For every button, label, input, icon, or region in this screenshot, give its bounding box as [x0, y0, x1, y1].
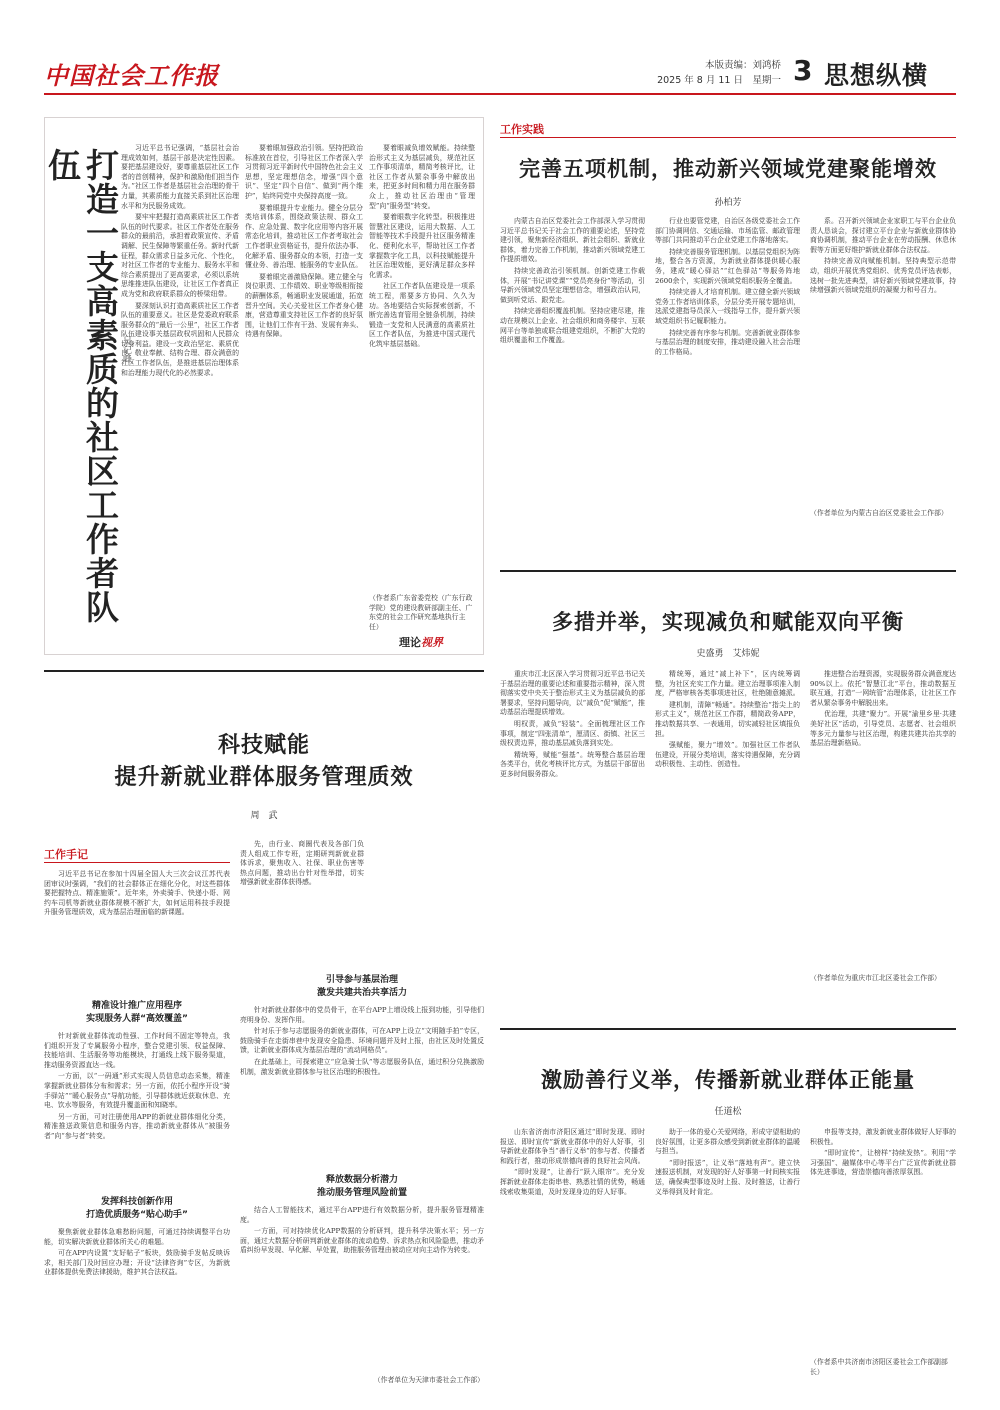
- article2-kicker-rule: [44, 862, 230, 863]
- paragraph: 持续完善双向赋能机制。坚持典型示范带动，组织开展优秀党组织、优秀党员评选表彰，选树一批先进典型，讲好新兴领域党建故事，持续增强新兴领域党组织的凝聚力和号召力。: [810, 257, 956, 295]
- paragraph: 推进整合治理资源，实现服务群众满意度达90%以上。依托“智慧江北”平台，推动数据互联互通，打造“一网统管”治理体系，让社区工作者从繁杂事务中解脱出来。: [810, 670, 956, 707]
- article4-column-1: [500, 670, 645, 1000]
- article5-column-3: [810, 1128, 956, 1354]
- article-tech-empowerment: [44, 670, 484, 1390]
- article3-kicker: 工作实践: [500, 123, 544, 136]
- article1-column-1: [121, 144, 239, 644]
- article3-column-1: [500, 217, 645, 547]
- article4-title: 多措并举，实现减负和赋能双向平衡: [552, 610, 904, 634]
- paragraph: 先，由行业、商圈代表及各部门负责人组成工作专班，定期研判新就业群体诉求，聚焦收入、社保、职业伤害等热点问题，推动出台针对性举措，切实增强新就业群体获得感。: [240, 840, 364, 887]
- paragraph: “即时发现”，让善行“跃入眼帘”。充分发挥新就业群体走街串巷、熟悉社情的优势，畅通线索收集渠道，及时发现身边的好人好事。: [500, 1168, 645, 1196]
- paragraph: 结合人工智能技术，通过平台APP进行有效数据分析，提升服务管理精准度。: [240, 1206, 484, 1224]
- article4-top-rule: [500, 570, 956, 572]
- paragraph: 内蒙古自治区党委社会工作部深入学习贯彻习近平总书记关于社会工作的重要论述，坚持党建引领，聚焦新经济组织、新社会组织、新就业群体，着力完善工作机制，推动新兴领域党建工作提质增效。: [500, 217, 645, 264]
- masthead-rule: [44, 93, 956, 95]
- article4-author: 史盛勇 艾炜妮: [696, 649, 760, 659]
- column-tag: [399, 634, 443, 650]
- article3-title: 完善五项机制，推动新兴领域党建聚能增效: [519, 157, 937, 181]
- paragraph: 一方面，可对持续优化APP数据的分析研判，提升科学决策水平；另一方面，通过大数据分析研判新就业群体的流动趋势、诉求热点和风险隐患，推动矛盾纠纷早发现、早化解、早处置，助推服务管理由被动应对向主动作为转变。: [240, 1227, 484, 1255]
- issue-date: 2025 年 8 月 11 日 星期一: [657, 75, 781, 86]
- paragraph: 山东省济南市济阳区通过“即时发现、即时报送、即时宣传”新就业群体中的好人好事，引导新就业群体争当“善行义举”的参与者、传播者和践行者，推动形成崇德向善的良好社会风尚。: [500, 1128, 645, 1165]
- paragraph: 重庆市江北区深入学习贯彻习近平总书记关于基层治理的重要论述和重要指示精神，深入贯彻落实党中央关于整治形式主义为基层减负的部署要求，坚持问题导向，以“减负”促“赋能”，推动基层治理提质增效。: [500, 670, 645, 717]
- article2-subhead-4: 释放数据分析潜力 推动服务管理风险前置: [316, 1175, 407, 1198]
- paragraph: 行业也要管党建，自治区各级党委社会工作部门协调网信、交通运输、市场监管、邮政管理等部门共同推动平台企业党建工作落地落实。: [655, 217, 800, 245]
- article3-kicker-rule: [500, 137, 956, 138]
- section-name: 思想纵横: [824, 61, 929, 90]
- article1-column-2: [245, 144, 363, 644]
- paragraph: 优治理，共建“聚力”。开展“渝里乡里·共建美好社区”活动，引导党员、志愿者、社会组织等多元力量参与社区治理，构建共建共治共享的基层治理新格局。: [810, 710, 956, 748]
- article-new-sectors-party: [500, 117, 956, 557]
- article4-column-3: [810, 670, 956, 970]
- paragraph: 持续完善组织覆盖机制。坚持应建尽建，推动在规模以上企业、社会组织和商务楼宇、互联网平台等单独或联合组建党组织，不断扩大党的组织覆盖和工作覆盖。: [500, 307, 645, 345]
- article2-subhead-2: 发挥科技创新作用 打造优质服务“贴心助手”: [86, 1197, 188, 1220]
- article5-author: 任道松: [714, 1107, 742, 1117]
- article1-title: 打造一支高素质的社区工作者队伍: [43, 148, 120, 624]
- paragraph: 精统筹，通过“减上补下”，区内统筹调整，为社区充实工作力量。建立治理事项准入制度，严格审核各类事项进社区，杜绝随意摊派。: [655, 670, 800, 698]
- article2-intro: 习近平总书记在参加十四届全国人大三次会议江苏代表团审议时强调，“我们的社会群体正在细化分化，对这些群体要把握特点、精准施策”。近年来，外卖骑手、快递小哥、网约车司机等新就业群体规模不断扩大，如何运用科技手段提升服务管理质效，成为基层治理面临的新课题。: [44, 870, 230, 917]
- paragraph: 针对新就业群体流动性强、工作时间不固定等特点，我们组织开发了专属服务小程序，整合党建引领、权益保障、技能培训、生活服务等功能模块，打通线上线下服务渠道，推动服务资源直达一线。: [44, 1032, 230, 1069]
- paragraph: 要着眼数字化转型。积极推进智慧社区建设，运用大数据、人工智能等技术手段提升社区服务精准化、便利化水平，帮助社区工作者掌握数字化工具，以科技赋能提升社区治理效能，更好满足群众多样化需求。: [369, 213, 475, 279]
- paragraph: 持续完善服务管理机制。以基层党组织为阵地，整合各方资源，为新就业群体提供暖心服务，建成“暖心驿站”“红色驿站”等服务阵地2600余个，实现新兴领域党组织服务全覆盖。: [655, 247, 800, 285]
- paragraph: 持续完善有序参与机制。完善新就业群体参与基层治理的制度安排，推动建设融入社会治理的工作格局。: [655, 328, 800, 356]
- paragraph: 系。召开新兴领域企业家职工与平台企业负责人恳谈会，探讨建立平台企业与新就业群体协商协调机制，推动平台企业在劳动报酬、休息休假等方面更好维护新就业群体合法权益。: [810, 217, 956, 254]
- article3-author: 孙柏芳: [714, 198, 742, 208]
- article4-column-2: [655, 670, 800, 1000]
- paragraph: 要深刻认识打造高素质社区工作者队伍的重要意义。社区是党委政府联系服务群众的“最后一公里”，社区工作者队伍建设事关基层政权巩固和人民群众切身利益。建设一支政治坚定、素质优良、敬业奉献、结构合理、群众满意的社区工作者队伍，是推进基层治理体系和治理能力现代化的必然要求。: [121, 301, 239, 377]
- article5-top-rule: [500, 1028, 956, 1030]
- article3-column-3: [810, 217, 956, 507]
- article4-author-note: （作者单位为重庆市江北区委社会工作部）: [810, 974, 941, 982]
- paragraph: 聚焦新就业群体急难愁盼问题，可通过持续调整平台功能，切实解决新就业群体所关心的难题。: [44, 1228, 230, 1246]
- article2-section-2: [44, 1228, 230, 1388]
- newspaper-logo: 中国社会工作报: [44, 61, 219, 90]
- article2-title-line-2: 提升新就业群体服务管理质效: [114, 765, 414, 790]
- article2-section-4: [240, 1206, 484, 1376]
- article2-column-2-top: [240, 840, 364, 970]
- article2-title-line-1: 科技赋能: [217, 733, 310, 758]
- article2-section-3: [240, 1006, 484, 1166]
- article2-author: 周 武: [250, 811, 278, 821]
- paragraph: 在此基础上，可探索建立“应急骑士队”等志愿服务队伍，通过积分兑换激励机制，激发新就业群体参与社区治理的积极性。: [240, 1057, 484, 1076]
- article5-title: 激励善行义举，传播新就业群体正能量: [541, 1068, 915, 1092]
- paragraph: 针对乐于参与志愿服务的新就业群体，可在APP上设立“文明随手拍”专区，鼓励骑手在走街串巷中发现安全隐患、环境问题并及时上报，由社区及时处置反馈，让新就业群体成为基层治理的“流动网格员”。: [240, 1027, 484, 1055]
- masthead: [0, 0, 1000, 100]
- paragraph: 社区工作者队伍建设是一项系统工程，需要多方协同、久久为功。各地要结合实际探索创新，不断完善选育管用全链条机制，持续锻造一支党和人民满意的高素质社区工作者队伍，为推进中国式现代化筑牢基层基础。: [369, 282, 475, 348]
- article2-author-note: （作者单位为天津市委社会工作部）: [373, 1376, 484, 1384]
- paragraph: “即时报送”，让义举“落地有声”。建立快速报送机制，对发现的好人好事第一时间核实报送，确保典型事迹及时上报、及时推送，让善行义举得到及时肯定。: [655, 1158, 800, 1196]
- article3-author-note: （作者单位为内蒙古自治区党委社会工作部）: [810, 509, 948, 517]
- page-editor: 本版责编：刘鸿桥: [704, 60, 781, 71]
- article-good-deeds: [500, 1028, 956, 1390]
- article1-author-note: （作者系广东省委党校（广东行政学院）党的建设教研部副主任、广东党的社会工作研究基地执行主任）: [369, 594, 473, 631]
- article-burden-reduction: [500, 570, 956, 1015]
- article2-subhead-1: 精准设计推广应用程序 实现服务人群“高效覆盖”: [86, 1001, 188, 1024]
- article5-column-2: [655, 1128, 800, 1388]
- article5-column-1: [500, 1128, 645, 1388]
- article3-column-2: [655, 217, 800, 547]
- paragraph: 要着眼减负增效赋能。持续整治形式主义为基层减负，规范社区工作事项清单，精简考核评比，让社区工作者从繁杂事务中解放出来，把更多时间和精力用在服务群众上，推动社区治理由“管理型”向“服务型”转变。: [369, 144, 475, 210]
- paragraph: 明权责，减负“轻装”。全面梳理社区工作事项，制定“四张清单”，厘清区、街镇、社区三级权责边界，推动基层减负落到实处。: [500, 719, 645, 748]
- article2-top-rule: [44, 670, 484, 672]
- article1-author: 吴记峰: [121, 336, 131, 363]
- article1-column-3: [369, 144, 475, 592]
- paragraph: 持续完善人才培育机制。建立健全新兴领域党务工作者培训体系，分层分类开展专题培训，选派党建指导员深入一线指导工作，提升新兴领域党组织书记履职能力。: [655, 288, 800, 325]
- paragraph: 建机制，清障“畅通”。持续整治“指尖上的形式主义”，规范社区工作群，精简政务APP，推动数据共享、一表通用，切实减轻社区填报负担。: [655, 700, 800, 738]
- paragraph: 要着眼加强政治引领。坚持把政治标准放在首位，引导社区工作者深入学习贯彻习近平新时代中国特色社会主义思想，坚定理想信念，增强“四个意识”、坚定“四个自信”、做到“两个维护”，始终同党中央保持高度一致。: [245, 144, 363, 200]
- paragraph: 要牢牢把握打造高素质社区工作者队伍的时代要求。社区工作者处在服务群众的最前沿，承担着政策宣传、矛盾调解、民生保障等繁重任务。新时代新征程，群众需求日益多元化、个性化，对社区工作者的专业能力、服务水平和综合素质提出了更高要求，必须以系统思维推进队伍建设，让社区工作者真正成为党和政府联系群众的桥梁纽带。: [121, 213, 239, 298]
- paragraph: 要着眼完善激励保障。建立健全与岗位职责、工作绩效、职业等级相衔接的薪酬体系，畅通职业发展通道，拓宽晋升空间。关心关爱社区工作者身心健康，营造尊重支持社区工作者的良好氛围，让他们工作有干劲、发展有奔头、待遇有保障。: [245, 272, 363, 339]
- paragraph: 持续完善政治引领机制。创新党建工作载体，开展“书记讲党课”“党员亮身份”等活动，引导新兴领域党员坚定理想信念，增强政治认同，做到听党话、跟党走。: [500, 266, 645, 304]
- column-tag-plain: 理论: [399, 636, 421, 649]
- paragraph: 要着眼提升专业能力。健全分层分类培训体系，围绕政策法规、群众工作、应急处置、数字化应用等内容开展常态化培训，推动社区工作者考取社会工作者职业资格证书，提升依法办事、化解矛盾、服务群众的本领，打造一支懂业务、善治理、能服务的专业队伍。: [245, 203, 363, 270]
- column-tag-accent: 视界: [421, 636, 443, 649]
- paragraph: 一方面，以“一码通”形式实现人员信息动态采集，精准掌握新就业群体分布和需求；另一方面，依托小程序开设“骑手驿站”“暖心服务点”导航功能，引导群体就近获取休息、充电、饮水等服务，有效提升覆盖面和知晓率。: [44, 1072, 230, 1110]
- paragraph: 针对新就业群体中的党员骨干，在平台APP上增设线上报到功能，引导他们亮明身份、发挥作用。: [240, 1006, 484, 1024]
- paragraph: “即时宣传”，让榜样“持续发热”。利用“学习强国”、融媒体中心等平台广泛宣传新就业群体先进事迹，营造崇德向善浓厚氛围。: [810, 1149, 956, 1177]
- paragraph: 另一方面，可对注册使用APP的新就业群体细化分类，精准推送政策信息和服务内容，推动新就业群体从“被服务者”向“参与者”转变。: [44, 1112, 230, 1140]
- paragraph: 助于一体的爱心关爱网络，形成守望相助的良好氛围，让更多群众感受到新就业群体的温暖与担当。: [655, 1128, 800, 1156]
- paragraph: 强赋能，聚力“增效”。加强社区工作者队伍建设，开展分类培训，落实待遇保障，充分调动积极性、主动性、创造性。: [655, 741, 800, 769]
- paragraph: 精统筹，赋能“强基”。统筹整合基层治理各类平台，优化考核评比方式，为基层干部留出更多时间服务群众。: [500, 750, 645, 778]
- article2-kicker: 工作手记: [44, 848, 88, 861]
- paragraph: 习近平总书记强调，“基层社会治理成效如何，基层干部是决定性因素。要把基层建设好，要尊重基层社区工作者的首创精神，保护和激励他们担当作为。”社区工作者是基层社会治理的骨干力量，其素质能力直接关系到社区治理水平和为民服务成效。: [121, 144, 239, 210]
- paragraph: 申报等支持，激发新就业群体做好人好事的积极性。: [810, 1128, 956, 1146]
- article2-section-1: [44, 1032, 230, 1190]
- page-number: 3: [793, 54, 813, 87]
- article5-author-note: （作者系中共济南市济阳区委社会工作部副部长）: [810, 1358, 948, 1376]
- paragraph: 可在APP内设置“支好帖子”板块，鼓励骑手发帖反映诉求，相关部门及时回应办理；开设“法律咨询”专区，为新就业群体提供免费法律援助，维护其合法权益。: [44, 1249, 230, 1277]
- article-community-workers: [44, 117, 484, 655]
- article2-subhead-3: 引导参与基层治理 激发共建共治共享活力: [316, 975, 407, 998]
